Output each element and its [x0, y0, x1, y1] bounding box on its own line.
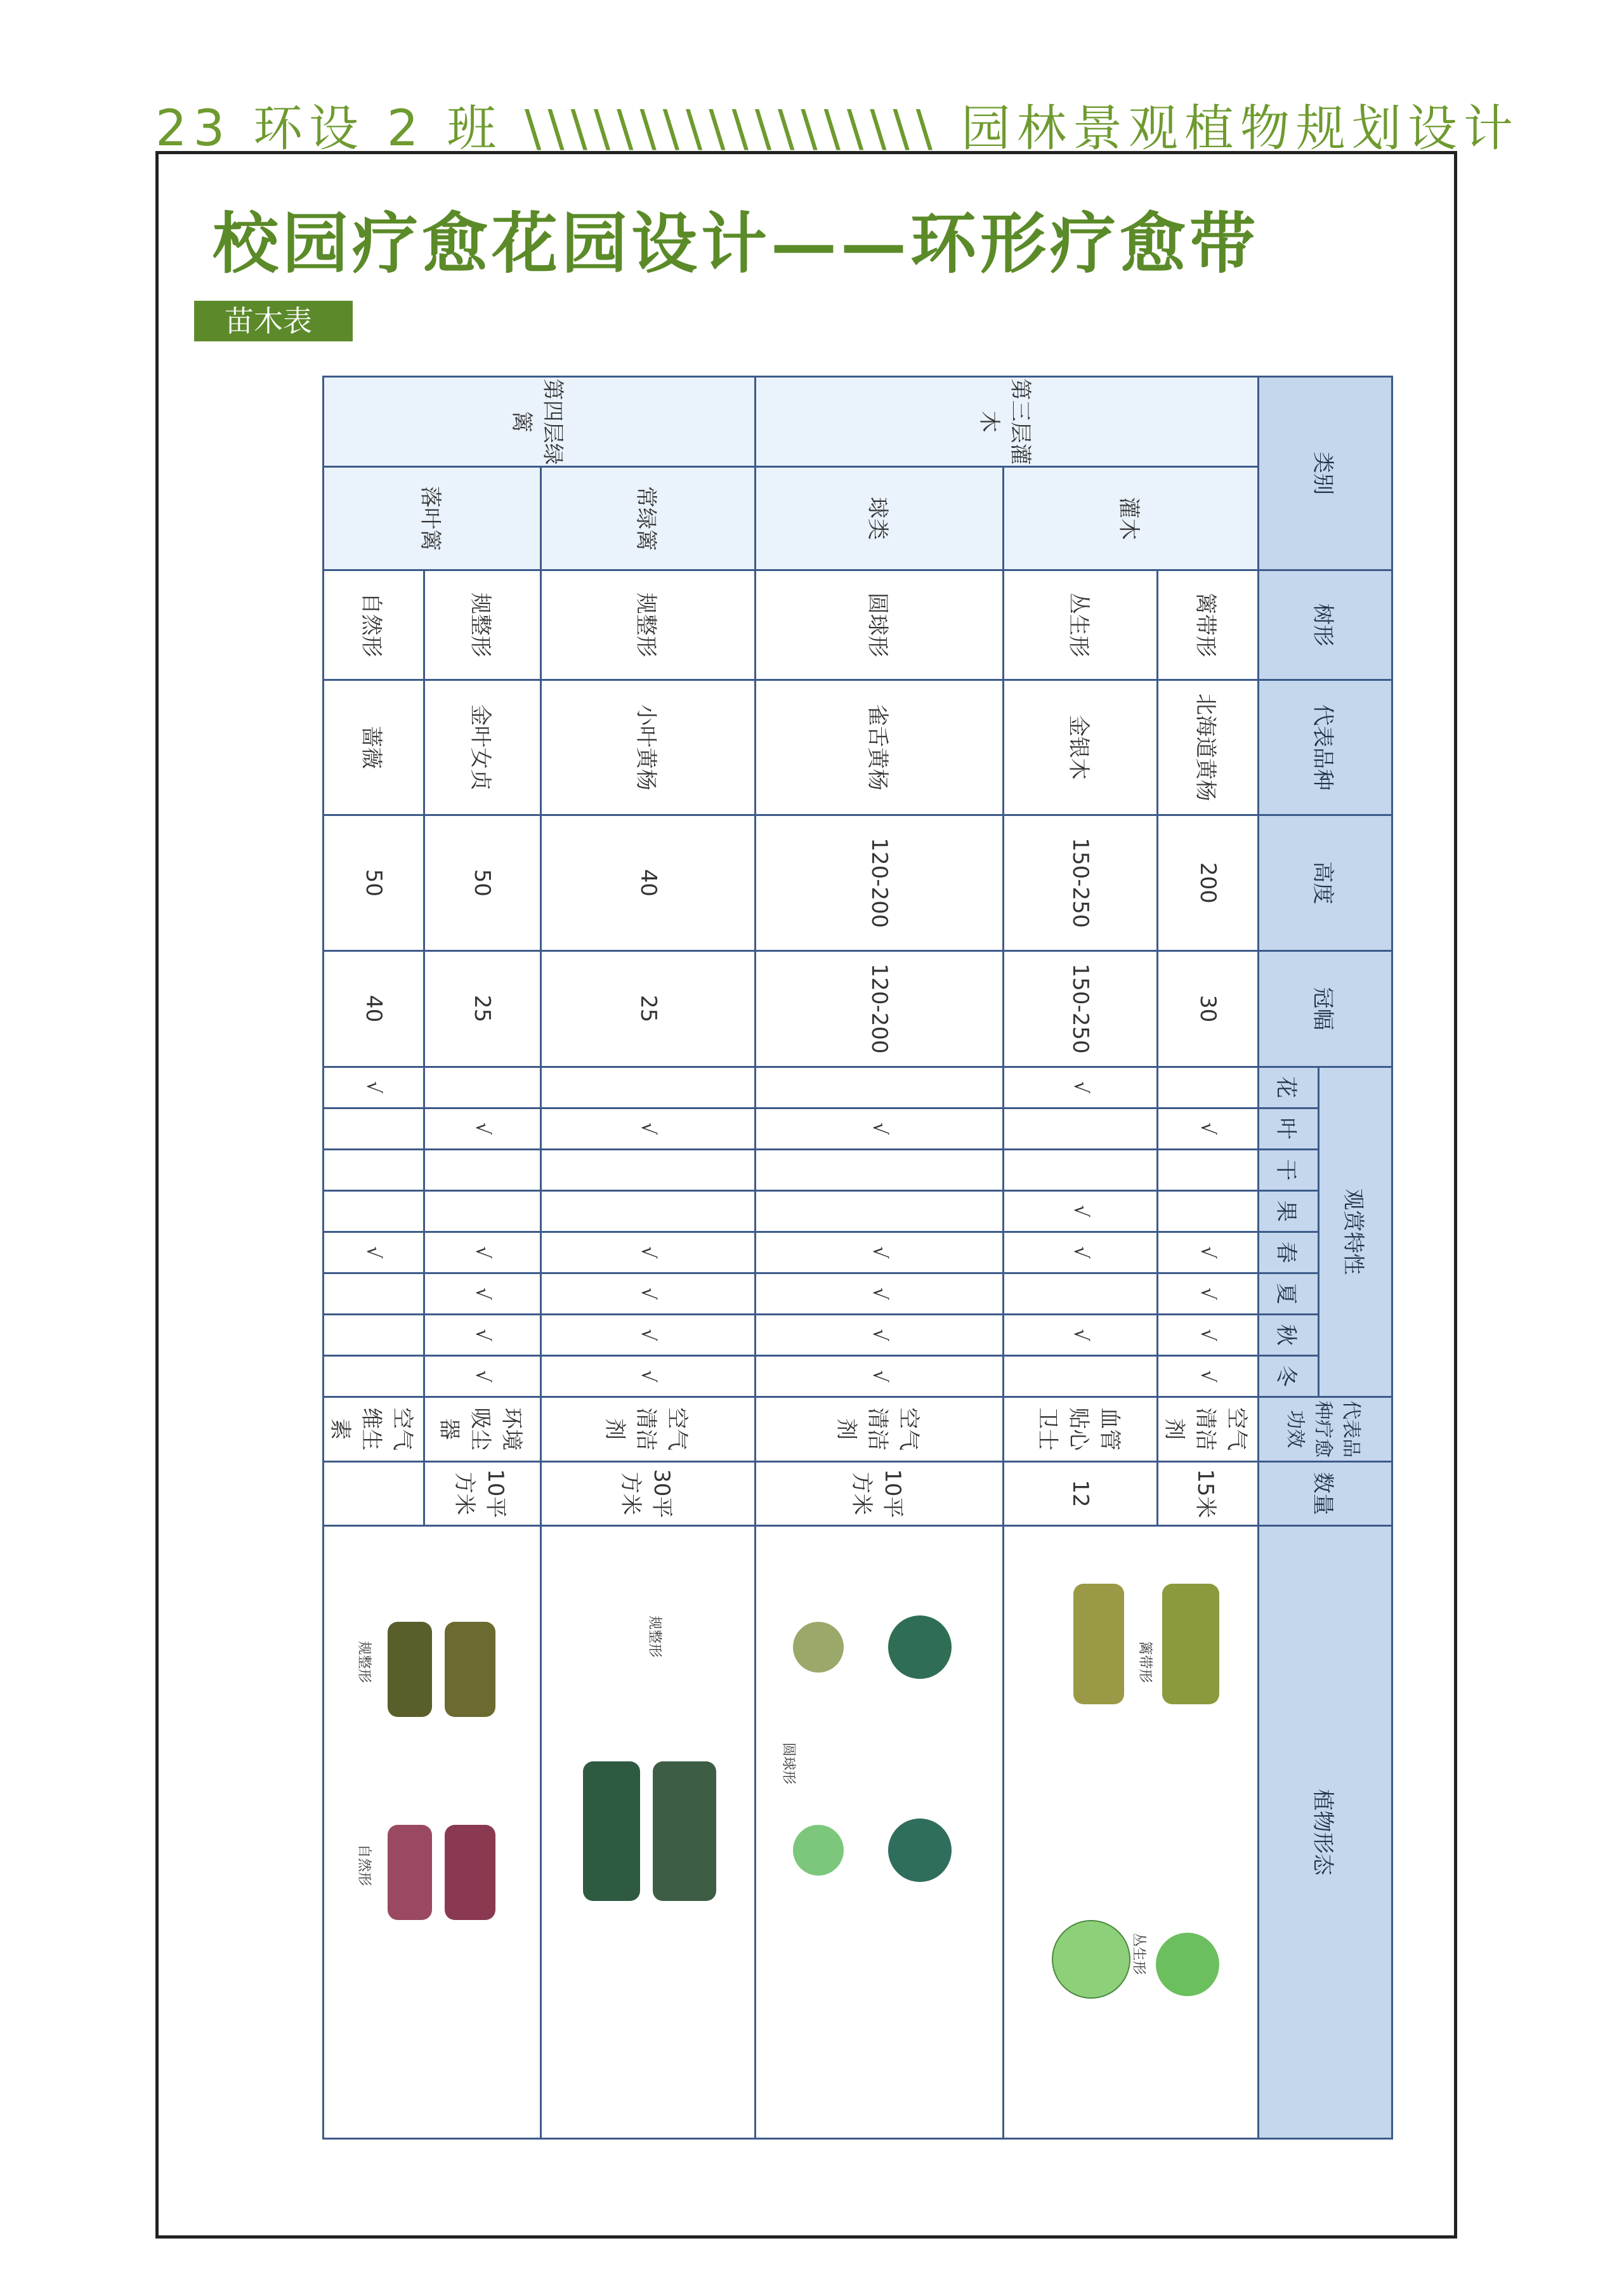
row-qty: 30平方米	[541, 1461, 756, 1526]
ball-shrub-image-2	[888, 1818, 952, 1882]
check-cell	[1158, 1149, 1258, 1190]
row-effect: 空气维生素	[324, 1397, 424, 1461]
check-cell: √	[756, 1355, 1004, 1397]
row-form: 自然形	[324, 570, 424, 680]
section-badge: 苗木表	[194, 301, 353, 341]
col-ornamental: 观赏特性	[1318, 1067, 1392, 1397]
col-morph: 植物形态	[1258, 1526, 1392, 2139]
ball-shrub-image-1	[888, 1615, 952, 1679]
check-cell: √	[1158, 1108, 1258, 1149]
check-cell: √	[541, 1232, 756, 1273]
check-cell	[324, 1108, 424, 1149]
row-species: 金叶女贞	[424, 680, 541, 815]
subgroup-ball: 球类	[756, 467, 1004, 570]
rose-hedge-image	[445, 1825, 495, 1920]
check-cell	[324, 1273, 424, 1314]
row-height: 200	[1158, 815, 1258, 950]
check-cell	[1004, 1273, 1158, 1314]
row-height: 150-250	[1004, 815, 1158, 950]
check-cell	[1004, 1108, 1158, 1149]
check-cell: √	[756, 1273, 1004, 1314]
col-orn-flower: 花	[1258, 1067, 1318, 1108]
check-cell: √	[1158, 1314, 1258, 1355]
evergreen-hedge-image	[653, 1761, 716, 1901]
golden-privet-image	[445, 1622, 495, 1717]
cluster-tree-image	[1156, 1933, 1219, 1996]
cluster-tree-plan	[1052, 1920, 1130, 1999]
row-species: 蔷薇	[324, 680, 424, 815]
row-height: 50	[324, 815, 424, 950]
check-cell	[541, 1067, 756, 1108]
check-cell	[756, 1149, 1004, 1190]
col-orn-trunk: 干	[1258, 1149, 1318, 1190]
check-cell	[541, 1190, 756, 1232]
check-cell: √	[1004, 1314, 1158, 1355]
row-qty: 12	[1004, 1461, 1158, 1526]
label-regular: 规整形	[646, 1615, 663, 1658]
check-cell: √	[541, 1108, 756, 1149]
col-effect: 代表品种疗愈功效	[1258, 1397, 1392, 1461]
row-form: 规整形	[424, 570, 541, 680]
morph-deciduous-cell	[324, 1526, 541, 2139]
check-cell: √	[424, 1232, 541, 1273]
check-cell: √	[324, 1067, 424, 1108]
row-form: 篱带形	[1158, 570, 1258, 680]
row-species: 雀舌黄杨	[756, 680, 1004, 815]
col-form: 树形	[1258, 570, 1392, 680]
row-height: 40	[541, 815, 756, 950]
rose-hedge-plan	[388, 1825, 432, 1920]
col-orn-autumn: 秋	[1258, 1314, 1318, 1355]
col-height: 高度	[1258, 815, 1392, 950]
row-crown: 25	[424, 950, 541, 1067]
check-cell	[1004, 1355, 1158, 1397]
col-qty: 数量	[1258, 1461, 1392, 1526]
check-cell: √	[541, 1355, 756, 1397]
check-cell	[424, 1190, 541, 1232]
check-cell: √	[424, 1108, 541, 1149]
check-cell: √	[1158, 1355, 1258, 1397]
morph-shrub-cell	[1004, 1526, 1258, 2139]
check-cell: √	[1004, 1190, 1158, 1232]
col-orn-summer: 夏	[1258, 1273, 1318, 1314]
row-form: 丛生形	[1004, 570, 1158, 680]
row-effect: 空气清洁剂	[756, 1397, 1004, 1461]
row-height: 50	[424, 815, 541, 950]
check-cell	[424, 1149, 541, 1190]
row-qty: 15米	[1158, 1461, 1258, 1526]
row-effect: 血管贴心卫士	[1004, 1397, 1158, 1461]
check-cell: √	[1004, 1232, 1158, 1273]
golden-privet-plan	[388, 1622, 432, 1717]
row-qty: 10平方米	[424, 1461, 541, 1526]
check-cell	[424, 1067, 541, 1108]
row-effect: 环境吸尘器	[424, 1397, 541, 1461]
nursery-table	[322, 376, 1393, 2140]
check-cell	[541, 1149, 756, 1190]
check-cell	[1158, 1067, 1258, 1108]
row-form: 圆球形	[756, 570, 1004, 680]
check-cell: √	[756, 1232, 1004, 1273]
page-title: 校园疗愈花园设计——环形疗愈带	[213, 204, 1260, 282]
layer-3-label: 第三层灌木	[756, 377, 1258, 467]
row-species: 北海道黄杨	[1158, 680, 1258, 815]
row-crown: 25	[541, 950, 756, 1067]
check-cell	[324, 1149, 424, 1190]
row-crown: 40	[324, 950, 424, 1067]
check-cell: √	[756, 1108, 1004, 1149]
hedge-shrub-plan	[1073, 1584, 1124, 1704]
label-ball: 圆球形	[780, 1742, 797, 1785]
check-cell	[1004, 1149, 1158, 1190]
check-cell: √	[324, 1232, 424, 1273]
check-cell: √	[1158, 1232, 1258, 1273]
row-crown: 150-250	[1004, 950, 1158, 1067]
nursery-table-rotated	[322, 376, 1393, 2140]
row-qty	[324, 1461, 424, 1526]
morph-evergreen-cell	[541, 1526, 756, 2139]
subgroup-deciduous: 落叶篱	[324, 467, 541, 570]
page-header: 23 环设 2 班 \\\\\\\\\\\\\\\\\\ 园林景观植物规划设计	[155, 100, 1519, 157]
check-cell	[756, 1067, 1004, 1108]
col-crown: 冠幅	[1258, 950, 1392, 1067]
row-crown: 120-200	[756, 950, 1004, 1067]
col-orn-spring: 春	[1258, 1232, 1318, 1273]
evergreen-hedge-plan	[583, 1761, 640, 1901]
row-height: 120-200	[756, 815, 1004, 950]
subgroup-evergreen: 常绿篱	[541, 467, 756, 570]
ball-shrub-plan-1	[793, 1622, 844, 1673]
col-orn-winter: 冬	[1258, 1355, 1318, 1397]
check-cell: √	[541, 1314, 756, 1355]
col-orn-fruit: 果	[1258, 1190, 1318, 1232]
check-cell	[324, 1190, 424, 1232]
check-cell: √	[1004, 1067, 1158, 1108]
hedge-shrub-image	[1162, 1584, 1219, 1704]
subgroup-shrub: 灌木	[1004, 467, 1258, 570]
row-form: 规整形	[541, 570, 756, 680]
check-cell: √	[424, 1355, 541, 1397]
check-cell	[324, 1314, 424, 1355]
label-regular-2: 规整形	[356, 1641, 372, 1683]
morph-ball-cell	[756, 1526, 1004, 2139]
check-cell: √	[1158, 1273, 1258, 1314]
row-species: 小叶黄杨	[541, 680, 756, 815]
row-effect: 空气清洁剂	[1158, 1397, 1258, 1461]
col-orn-leaf: 叶	[1258, 1108, 1318, 1149]
check-cell: √	[424, 1273, 541, 1314]
label-natural: 自然形	[356, 1844, 372, 1886]
row-crown: 30	[1158, 950, 1258, 1067]
check-cell	[756, 1190, 1004, 1232]
col-species: 代表品种	[1258, 680, 1392, 815]
check-cell	[1158, 1190, 1258, 1232]
check-cell: √	[424, 1314, 541, 1355]
ball-shrub-plan-2	[793, 1825, 844, 1876]
check-cell: √	[541, 1273, 756, 1314]
row-qty: 10平方米	[756, 1461, 1004, 1526]
label-cluster: 丛生形	[1130, 1933, 1146, 1975]
layer-4-label: 第四层绿篱	[324, 377, 756, 467]
label-hedge: 篱带形	[1136, 1641, 1153, 1683]
row-effect: 空气清洁剂	[541, 1397, 756, 1461]
check-cell: √	[756, 1314, 1004, 1355]
row-species: 金银木	[1004, 680, 1158, 815]
check-cell	[324, 1355, 424, 1397]
col-category: 类别	[1258, 377, 1392, 570]
